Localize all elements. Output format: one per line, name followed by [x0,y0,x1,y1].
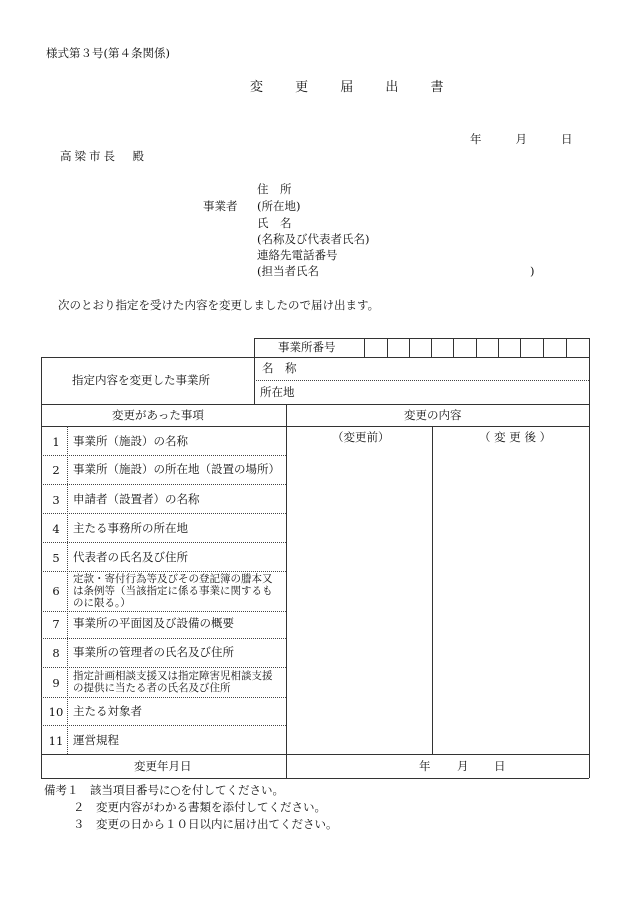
item-text: 事業所（施設）の所在地（設置の場所） [73,462,280,476]
change-day-label: 日 [494,759,506,773]
item-number: 3 [52,493,60,507]
note-1: 備考１ 該当項目番号に○を付してください。 [44,783,285,797]
item-text-line: 定款・寄付行為等及びその登記簿の謄本又 [73,573,273,585]
item-number: 9 [52,676,60,690]
document-title: 変 更 届 出 書 [250,80,458,95]
item-text-line: の提供に当たる者の氏名及び住所 [73,682,231,694]
item-text-line: は条例等（当該指定に係る事業に関するも [73,585,273,597]
item-number: 7 [52,617,60,631]
item-number: 8 [52,646,60,660]
item-number: 1 [52,435,60,449]
item-text: 申請者（設置者）の名称 [73,492,200,506]
change-year-label: 年 [419,759,431,773]
contact-close: ) [530,264,535,278]
item-number: 10 [48,705,64,719]
item-text: 事業所の管理者の氏名及び住所 [73,645,234,659]
note-3: ３ 変更の日から１０日以内に届け出てください。 [73,817,338,831]
item-text: 主たる対象者 [73,704,142,718]
day-label: 日 [561,132,573,146]
submission-date [470,133,573,147]
applicant-label: 事業者 [203,199,238,213]
address-label: 住 所 [257,182,292,196]
form-number: 様式第３号(第４条関係) [46,46,170,60]
item-text: 運営規程 [73,733,119,747]
item-number: 2 [52,463,60,477]
item-text-line: 指定計画相談支援又は指定障害児相談支援 [73,670,273,682]
name-note: (名称及び代表者氏名) [257,232,370,246]
item-number: 11 [48,734,64,748]
item-number: 4 [52,522,60,536]
office-location-label: 所在地 [260,385,295,399]
change-date-label: 変更年月日 [134,759,192,773]
name-label: 氏 名 [257,216,292,230]
items-header: 変更があった事項 [112,408,204,422]
after-label: （ 変 更 後 ） [479,430,552,444]
phone-label: 連絡先電話番号 [257,248,338,262]
item-text: 事業所（施設）の名称 [73,434,188,448]
before-label: （変更前） [332,430,390,444]
office-label: 指定内容を変更した事業所 [72,373,210,387]
contact-label: (担当者氏名 [257,264,319,278]
address-note: (所在地) [257,199,301,213]
item-text: 主たる事務所の所在地 [73,521,188,535]
note-2: ２ 変更内容がわかる書類を添付してください。 [73,800,326,814]
content-header: 変更の内容 [404,408,462,422]
year-label: 年 [470,132,482,146]
item-text: 事業所の平面図及び設備の概要 [73,616,234,630]
addressee: 高梁市長 殿 [60,149,147,163]
office-number-label: 事業所番号 [278,340,336,354]
office-name-label: 名 称 [262,361,297,375]
change-month-label: 月 [457,759,469,773]
item-number: 6 [52,584,60,598]
item-number: 5 [52,551,60,565]
month-label: 月 [515,132,527,146]
item-text-line: のに限る。） [73,597,131,609]
intro-text: 次のとおり指定を受けた内容を変更しましたので届け出ます。 [58,298,380,312]
item-text: 代表者の氏名及び住所 [73,550,188,564]
